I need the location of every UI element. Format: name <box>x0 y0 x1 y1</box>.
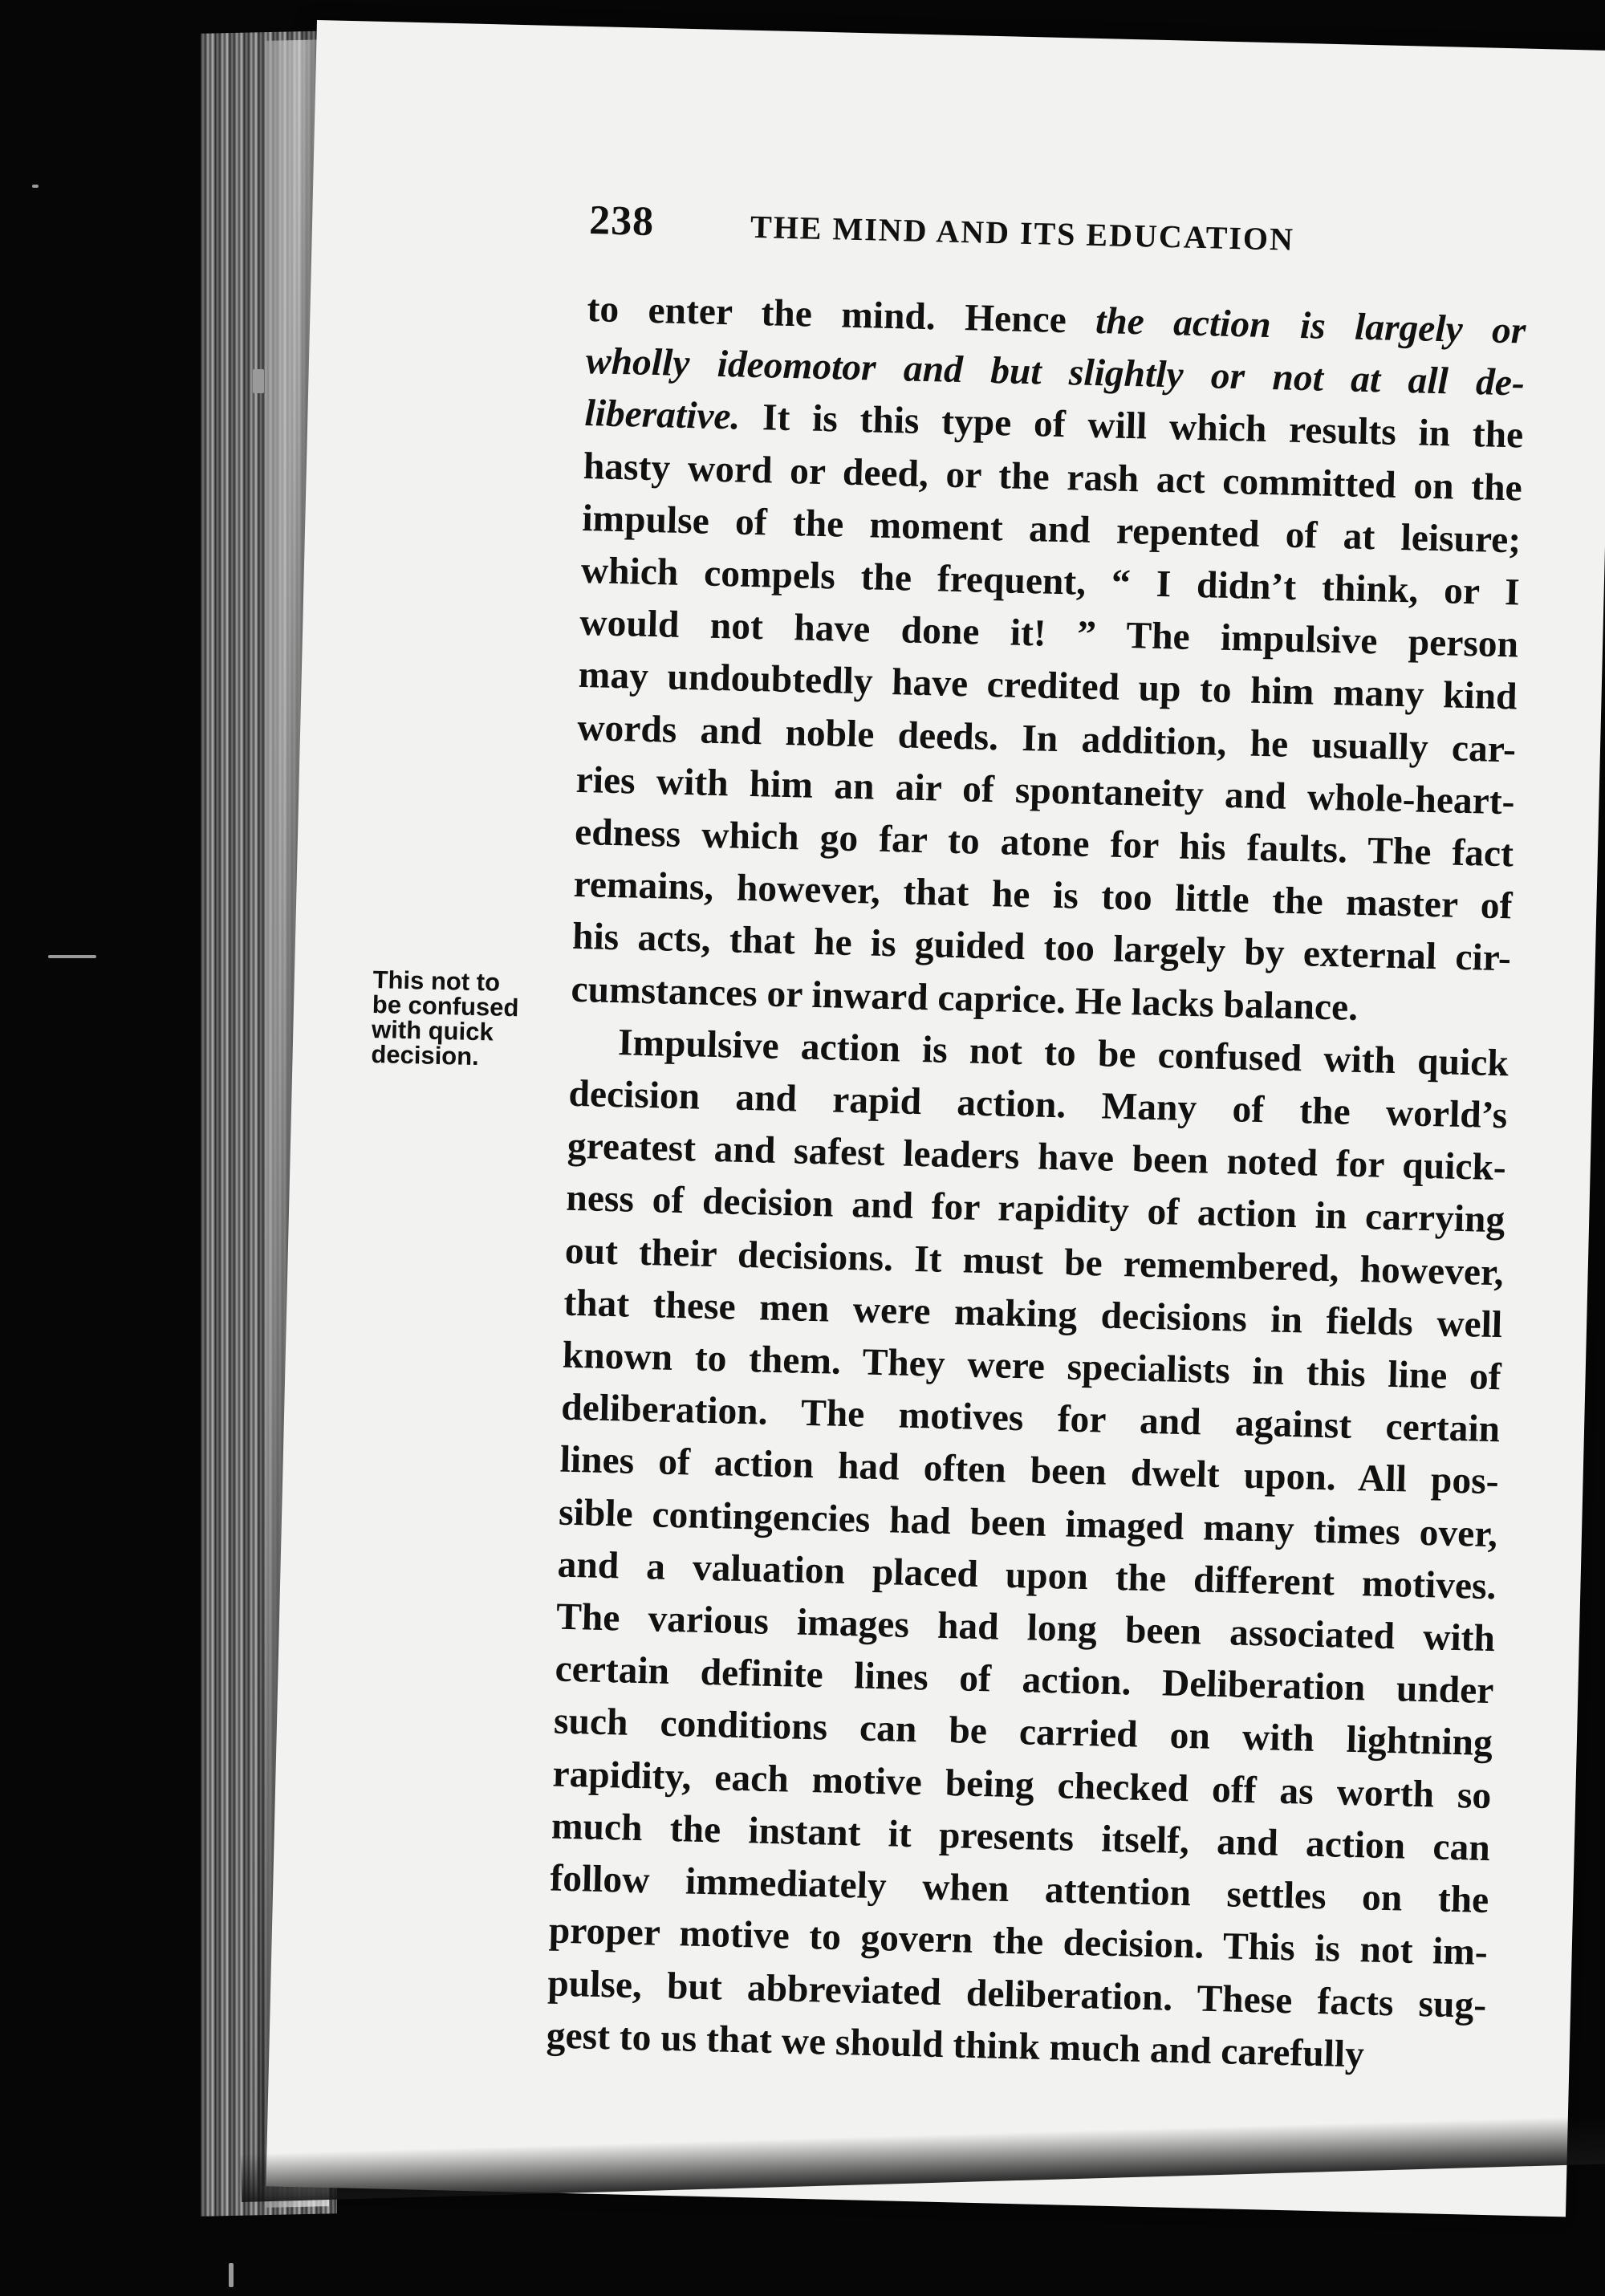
text-segment: his acts, that he is guided too largely by external cir- <box>571 916 1512 980</box>
margin-note-line: This not to <box>372 965 501 997</box>
text-line: follow immediately when attention settles on the <box>549 1857 1489 1922</box>
italic-text: the action is largely or <box>1095 299 1526 352</box>
italic-text: wholly ideomotor and but slightly or not at all de- <box>585 340 1526 404</box>
margin-note-line: with quick <box>371 1014 494 1046</box>
text-line: much the instant it presents itself, and action can <box>551 1805 1491 1869</box>
text-line: rapidity, each motive being checked off as worth so <box>551 1753 1492 1817</box>
dust-speck <box>32 185 39 188</box>
text-segment: hasty word or deed, or the rash act committed on the <box>583 445 1523 510</box>
text-line: that these men were making decisions in fields well <box>563 1282 1503 1347</box>
text-line: The various images had long been associated with <box>555 1595 1496 1660</box>
text-line: known to them. They were specialists in this line of <box>562 1334 1502 1399</box>
text-line: pulse, but abbreviated deliberation. These facts sug- <box>547 1961 1487 2026</box>
text-segment: cumstances or inward caprice. He lacks balance. <box>571 968 1359 1029</box>
text-line: ness of decision and for rapidity of action in carrying <box>565 1177 1505 1241</box>
page-number: 238 <box>588 197 655 245</box>
dust-speck <box>48 955 96 958</box>
text-segment: impulse of the moment and repented of at leisure; <box>581 497 1522 562</box>
text-segment: It is this type of will which results in the <box>739 396 1524 457</box>
body-text <box>546 283 1526 2084</box>
text-line: gest to us that we should think much and carefully <box>546 2014 1365 2076</box>
margin-note-line: be confused <box>372 990 519 1022</box>
margin-note-line: decision. <box>371 1039 480 1071</box>
text-segment: may undoubtedly have credited up to him many kind <box>578 654 1518 718</box>
text-segment: ries with him an air of spontaneity and whole-heart- <box>575 758 1516 823</box>
paragraph-2 <box>546 1016 1509 2084</box>
text-line: decision and rapid action. Many of the world’s <box>567 1072 1508 1137</box>
text-line: out their decisions. It must be remembered, however, <box>564 1229 1505 1294</box>
margin-note <box>371 967 558 1071</box>
page-sheet <box>266 20 1605 2217</box>
text-segment: edness which go far to atone for his faults. The fact <box>574 811 1514 876</box>
text-line: and a valuation placed upon the different motives. <box>557 1543 1497 1608</box>
text-segment: to enter the mind. Hence <box>586 288 1096 342</box>
text-line: proper motive to govern the decision. This is not im- <box>548 1909 1489 1974</box>
page-header <box>589 197 1605 269</box>
text-segment: which compels the frequent, “ I didn’t think, or I <box>580 549 1521 614</box>
text-line: certain definite lines of action. Deliberation under <box>555 1648 1494 1713</box>
text-segment: remains, however, that he is too little the master of <box>573 864 1514 928</box>
text-line: lines of action had often been dwelt upon. All pos- <box>559 1439 1500 1503</box>
running-head: THE MIND AND ITS EDUCATION <box>750 208 1295 258</box>
text-line: such conditions can be carried on with lightning <box>553 1701 1493 1765</box>
text-line: Impulsive action is not to be confused with quick <box>617 1022 1510 1085</box>
text-line: sible contingencies had been imaged many times over, <box>558 1491 1498 1555</box>
text-line: deliberation. The motives for and against certain <box>560 1386 1501 1451</box>
italic-text: liberative. <box>583 392 742 438</box>
dust-speck <box>229 2263 234 2287</box>
text-segment: would not have done it! ” The impulsive person <box>579 602 1519 666</box>
text-line: greatest and safest leaders have been noted for quick- <box>567 1124 1507 1189</box>
text-segment: words and noble deeds. In addition, he usually car- <box>576 706 1517 771</box>
paragraph-1 <box>571 283 1526 1038</box>
dust-speck <box>253 369 264 393</box>
